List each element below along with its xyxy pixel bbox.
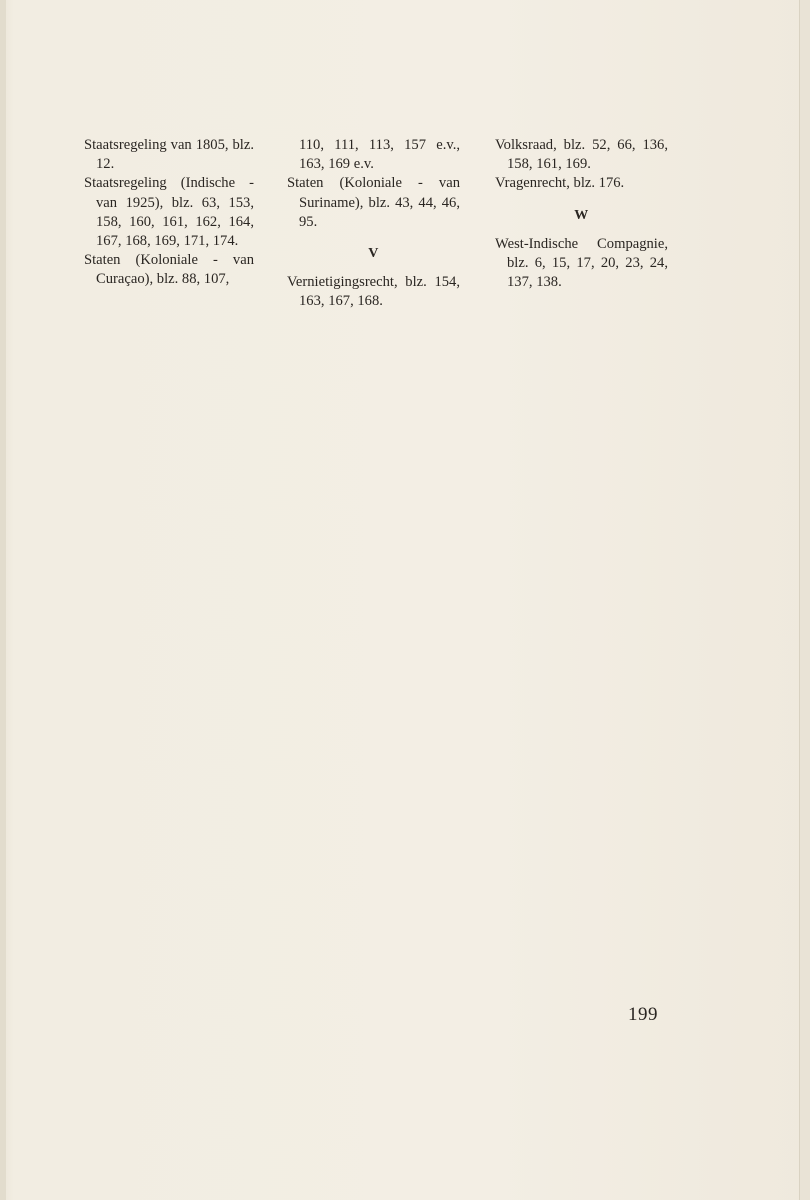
index-entry: Volksraad, blz. 52, 66, 136, 158, 161, 169. [495, 137, 668, 173]
page-left-edge [0, 0, 6, 1200]
index-column-1 [84, 136, 254, 290]
index-entry: West-Indische Compagnie, blz. 6, 15, 17, 20, 23, 24, 137, 138. [495, 235, 668, 291]
page-right-edge [799, 0, 810, 1200]
index-entry: Staatsregeling (Indische - van 1925), blz. 63, 153, 158, 160, 161, 162, 164, 167, 168, 169, 171, 174. [84, 175, 254, 250]
index-column-2 [287, 136, 460, 312]
index-entry: Staten (Koloniale - van Suriname), blz. 43, 44, 46, 95. [287, 175, 460, 230]
index-column-3 [495, 136, 668, 292]
section-letter-heading: V [368, 246, 379, 262]
page-number: 199 [628, 1004, 658, 1025]
section-letter-heading: W [574, 207, 589, 223]
index-entry: Vragenrecht, blz. 176. [495, 175, 625, 192]
index-entry: Staatsregeling van 1805, blz. 12. [84, 137, 254, 173]
index-entry: Staten (Koloniale - van Curaçao), blz. 88, 107, [84, 252, 254, 288]
index-entry: Vernietigingsrecht, blz. 154, 163, 167, 168. [287, 274, 460, 310]
index-entry-continuation: 110, 111, 113, 157 e.v., 163, 169 e.v. [299, 137, 460, 173]
